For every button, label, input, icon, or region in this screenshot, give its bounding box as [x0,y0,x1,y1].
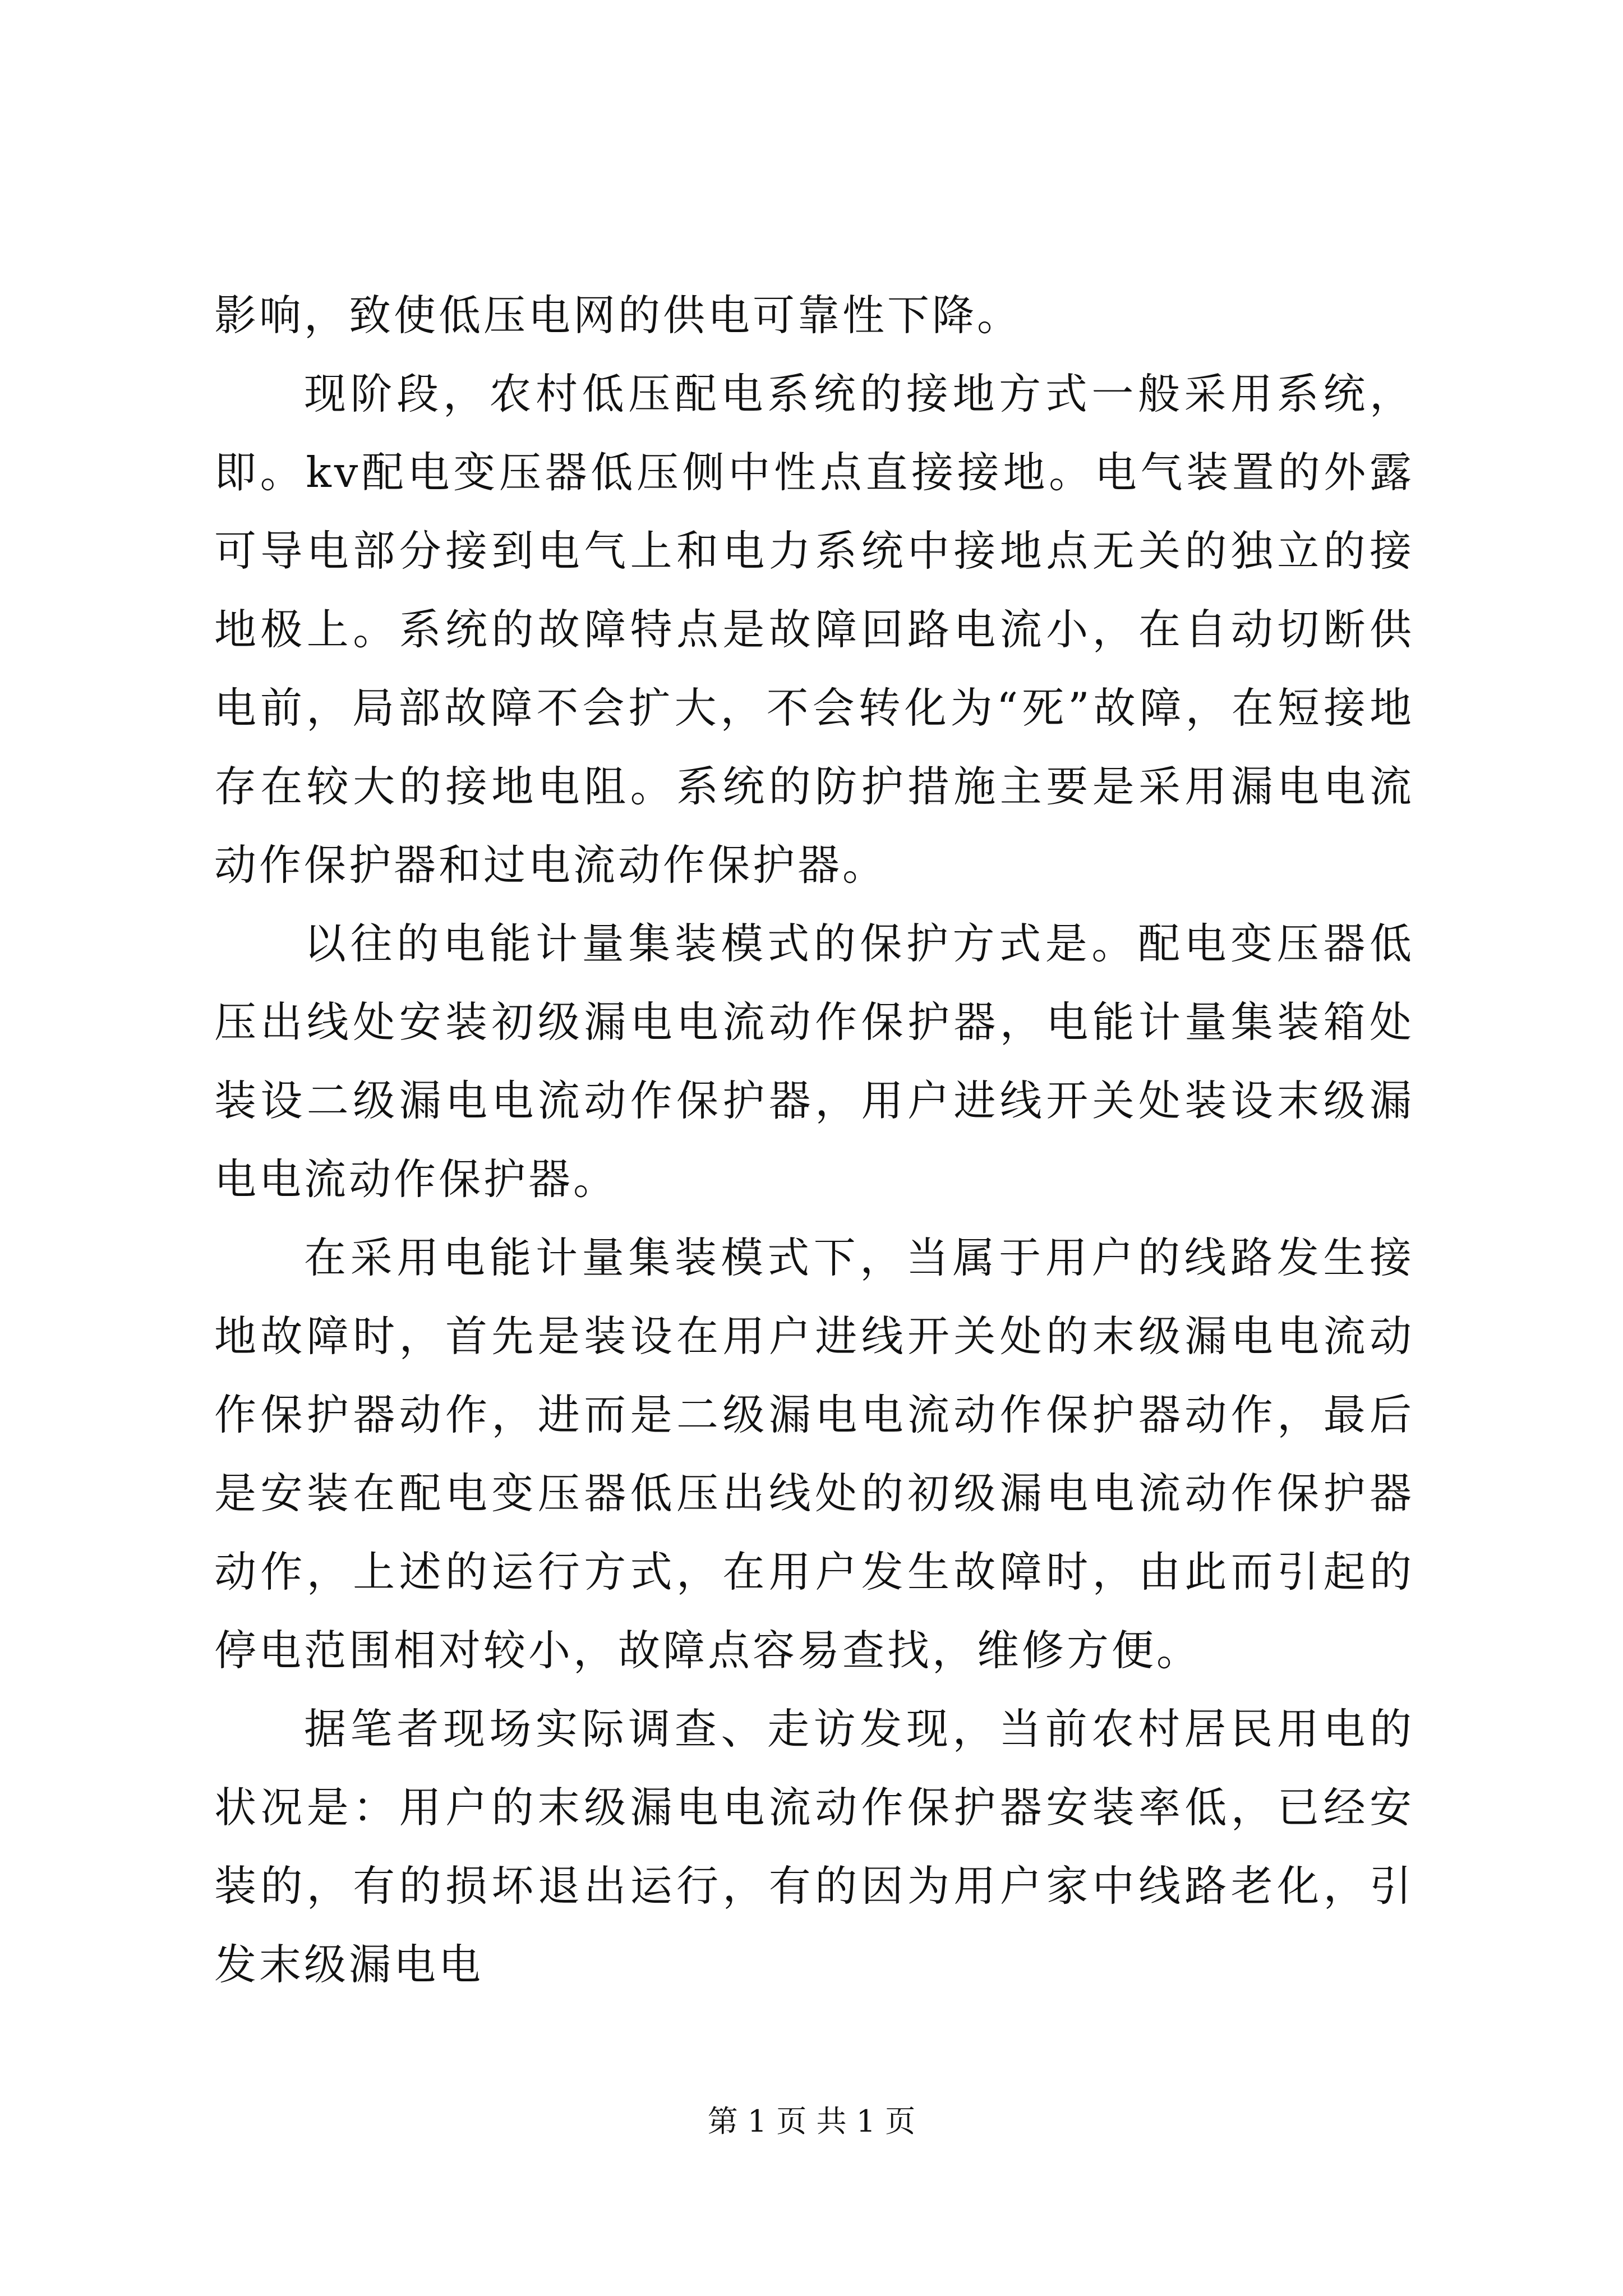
page-number-footer: 第 1 页 共 1 页 [707,2104,916,2139]
paragraph-continuation: 影响，致使低压电网的供电可靠性下降。 [214,291,1022,340]
paragraph-field-survey: 据笔者现场实际调查、走访发现，当前农村居民用电的状况是：用户的末级漏电电流动作保护器安装率低，已经安装的，有的损坏退出运行，有的因为用户家中线路老化，引发末级漏电电 [214,1704,1414,1989]
document-body [214,276,1414,2004]
paragraph-previous-protection: 以往的电能计量集装模式的保护方式是。配电变压器低压出线处安装初级漏电电流动作保护器，电能计量集装箱处装设二级漏电电流动作保护器，用户进线开关处装设末级漏电电流动作保护器。 [214,919,1414,1204]
paragraph-grounding-method: 现阶段，农村低压配电系统的接地方式一般采用系统，即。kv配电变压器低压侧中性点直接接地。电气装置的外露可导电部分接到电气上和电力系统中接地点无关的独立的接地极上。系统的故障特点是故障回路电流小，在自动切断供电前，局部故障不会扩大，不会转化为“死”故障，在短接地存在较大的接地电阻。系统的防护措施主要是采用漏电电流动作保护器和过电流动作保护器。 [214,369,1414,890]
paragraph-fault-operation: 在采用电能计量集装模式下，当属于用户的线路发生接地故障时，首先是装设在用户进线开关处的末级漏电电流动作保护器动作，进而是二级漏电电流动作保护器动作，最后是安装在配电变压器低压出线处的初级漏电电流动作保护器动作，上述的运行方式，在用户发生故障时，由此而引起的停电范围相对较小，故障点容易查找，维修方便。 [214,1233,1414,1675]
